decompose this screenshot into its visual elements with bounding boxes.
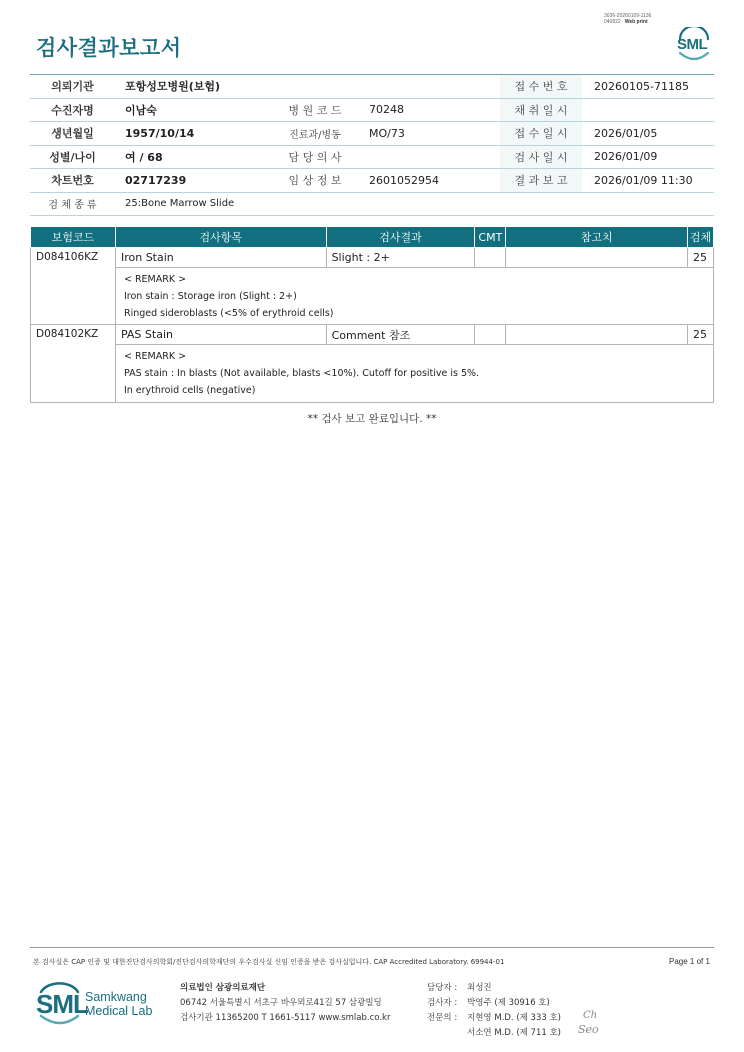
- staff-row: [427, 996, 561, 1011]
- info-label: 채 취 일 시: [500, 98, 582, 122]
- info-value-institution: 포항성모병원(보험): [115, 75, 500, 99]
- remark-line: < REMARK >: [123, 274, 187, 285]
- cell-code: D084106KZ: [31, 248, 116, 325]
- organization-info: [180, 981, 390, 1026]
- info-value-receipt-no: 20260105-71185: [582, 75, 714, 99]
- info-label: 검 체 종 류: [30, 192, 115, 216]
- info-value-clinical-info: 2601052954: [355, 169, 500, 193]
- info-value-collection-date: [582, 98, 714, 122]
- footer-logo-sml: SML: [36, 989, 88, 1019]
- remark-cell: [115, 345, 713, 403]
- info-label: 접 수 번 호: [500, 75, 582, 99]
- certification-text: 본 검사실은 CAP 인증 및 대한진단검사의학회/진단검사의학재단의 우수검사실 신임 인증을 받은 검사실입니다. CAP Accredited Laboratory. 69944-01: [33, 958, 505, 966]
- cell-reference: [506, 325, 688, 345]
- info-value-receipt-date: 2026/01/05: [582, 122, 714, 146]
- sml-logo: [674, 27, 714, 63]
- info-row: [30, 122, 714, 146]
- info-label: 성별/나이: [30, 145, 115, 169]
- info-label: 검 사 일 시: [500, 145, 582, 169]
- cell-item: PAS Stain: [115, 325, 326, 345]
- info-label: 병 원 코 드: [275, 98, 355, 122]
- info-value-sex-age: 여 / 68: [115, 145, 275, 169]
- cell-specimen: 25: [687, 325, 713, 345]
- staff-name: 지현영 M.D. (제 333 호): [467, 1013, 562, 1023]
- remark-line: Ringed sideroblasts (<5% of erythroid cells): [123, 308, 334, 319]
- info-value-patient-name: 이남숙: [115, 98, 275, 122]
- remark-line: < REMARK >: [123, 351, 187, 362]
- info-value-physician: [355, 145, 500, 169]
- table-row: [31, 248, 714, 268]
- col-header-test-result: 검사결과: [326, 227, 475, 248]
- org-address: 06742 서울특별시 서초구 바우뫼로41길 57 삼광빌딩: [180, 998, 382, 1008]
- print-meta-id: 3036-20260109-1136: [604, 13, 652, 19]
- report-title: 검사결과보고서: [36, 36, 182, 60]
- remark-line: Iron stain : Storage iron (Slight : 2+): [123, 291, 297, 302]
- cell-code: D084102KZ: [31, 325, 116, 403]
- staff-info: [427, 981, 561, 1041]
- cell-specimen: 25: [687, 248, 713, 268]
- footer-logo-line1: Samkwang: [85, 990, 147, 1004]
- col-header-cmt: CMT: [475, 227, 506, 248]
- footer-logo-name: [85, 990, 152, 1018]
- print-meta-label: Web print: [624, 19, 648, 25]
- footer-logo-line2: Medical Lab: [85, 1004, 153, 1018]
- cell-cmt: [475, 248, 506, 268]
- report-complete-notice: ** 검사 보고 완료입니다. **: [307, 413, 437, 425]
- col-header-reference: 참고치: [506, 227, 688, 248]
- info-row: [30, 75, 714, 99]
- info-value-hospital-code: 70248: [355, 98, 500, 122]
- staff-role: 검사자 :: [427, 998, 458, 1008]
- remark-line: In erythroid cells (negative): [123, 385, 256, 396]
- page-number: Page 1 of 1: [669, 957, 710, 966]
- staff-role: 전문의 :: [427, 1013, 458, 1023]
- info-label: 수진자명: [30, 98, 115, 122]
- info-value-report-date: 2026/01/09 11:30: [582, 169, 714, 193]
- col-header-insurance-code: 보험코드: [31, 227, 116, 248]
- remark-row: [31, 268, 714, 325]
- info-label: 생년월일: [30, 122, 115, 146]
- cell-cmt: [475, 325, 506, 345]
- remark-line: PAS stain : In blasts (Not available, blasts <10%). Cutoff for positive is 5%.: [123, 368, 480, 379]
- cell-item: Iron Stain: [115, 248, 326, 268]
- footer-divider: [30, 947, 714, 948]
- staff-role: 담당자 :: [427, 983, 458, 993]
- info-row: [30, 145, 714, 169]
- cell-reference: [506, 248, 688, 268]
- info-value-birth-date: 1957/10/14: [115, 122, 275, 146]
- patient-info-table: [30, 74, 714, 216]
- print-meta: [604, 13, 651, 25]
- info-label: 진료과/병동: [275, 122, 355, 146]
- org-contact: 검사기관 11365200 T 1661-5117 www.smlab.co.kr: [180, 1013, 391, 1023]
- col-header-test-item: 검사항목: [115, 227, 326, 248]
- info-label: 차트번호: [30, 169, 115, 193]
- info-label: 접 수 일 시: [500, 122, 582, 146]
- info-label: 결 과 보 고: [500, 169, 582, 193]
- info-label: 담 당 의 사: [275, 145, 355, 169]
- staff-name: 최성진: [467, 983, 492, 993]
- info-label: 의뢰기관: [30, 75, 115, 99]
- staff-row: [427, 981, 561, 996]
- info-row: [30, 169, 714, 193]
- info-value-specimen-type: 25:Bone Marrow Slide: [115, 192, 714, 216]
- info-row: [30, 192, 714, 216]
- col-header-specimen: 검체: [687, 227, 713, 248]
- cell-result: Comment 참조: [326, 325, 475, 345]
- info-value-chart-no: 02717239: [115, 169, 275, 193]
- info-value-test-date: 2026/01/09: [582, 145, 714, 169]
- org-name: 의료법인 삼광의료재단: [180, 983, 266, 993]
- info-value-department: MO/73: [355, 122, 500, 146]
- info-label: 임 상 정 보: [275, 169, 355, 193]
- staff-row: [427, 1026, 561, 1041]
- footer-logo: [36, 980, 161, 1028]
- staff-name: 서소연 M.D. (제 711 호): [467, 1028, 562, 1038]
- info-row: [30, 98, 714, 122]
- print-meta-code: 040822: [604, 19, 621, 25]
- staff-name: 박영주 (제 30916 호): [467, 998, 550, 1008]
- remark-row: [31, 345, 714, 403]
- cell-result: Slight : 2+: [326, 248, 475, 268]
- results-table: [30, 226, 714, 403]
- signature-2: Seo: [578, 1023, 599, 1036]
- staff-row: [427, 1011, 561, 1026]
- logo-text: SML: [677, 36, 708, 53]
- remark-cell: [115, 268, 713, 325]
- results-header-row: [31, 227, 714, 248]
- table-row: [31, 325, 714, 345]
- signature-1: Ch: [583, 1010, 598, 1021]
